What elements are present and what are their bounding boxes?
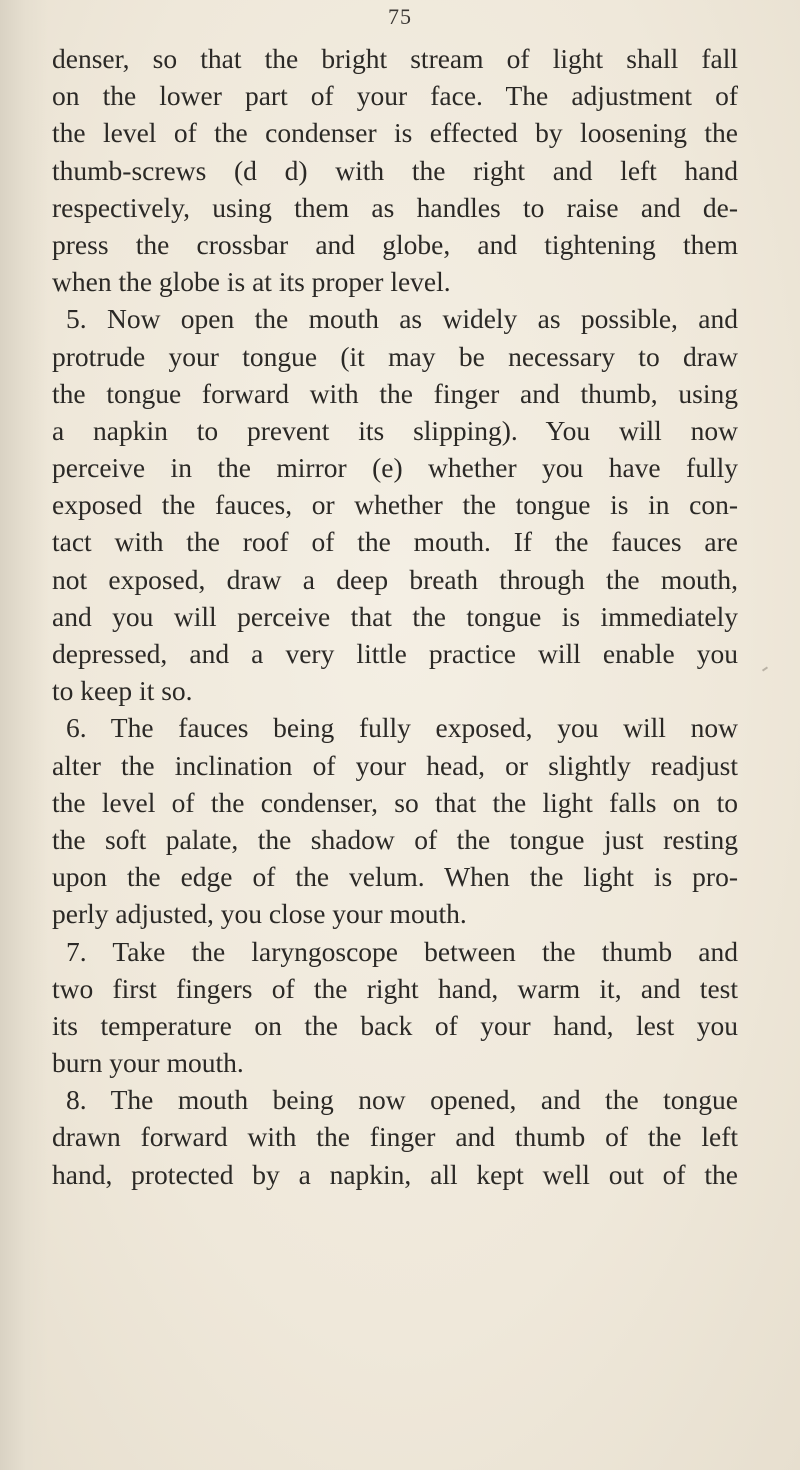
text-line: depressed, and a very little practice will enable you <box>52 638 738 669</box>
text-line: on the lower part of your face. The adjustment of <box>52 80 738 112</box>
text-line: 5. Now open the mouth as widely as possible, and <box>66 303 738 335</box>
text-line: protrude your tongue (it may be necessary to draw <box>52 340 738 372</box>
text-line: press the crossbar and globe, and tightening them <box>52 228 738 260</box>
text-line: 7. Take the laryngoscope between the thumb and <box>66 935 738 967</box>
text-line: tact with the roof of the mouth. If the fauces are <box>52 526 738 558</box>
text-line: when the globe is at its proper level. <box>52 266 451 298</box>
text-line: upon the edge of the velum. When the light is pro- <box>52 861 738 893</box>
text-line: two first fingers of the right hand, warm it, and test <box>52 972 738 1004</box>
text-line: drawn forward with the finger and thumb of the left <box>52 1121 738 1153</box>
binding-gutter-shadow <box>0 0 48 1470</box>
text-line: thumb-screws (d d) with the right and left hand <box>52 154 738 186</box>
text-line: its temperature on the back of your hand, lest you <box>52 1009 738 1041</box>
page-number: 75 <box>388 4 412 29</box>
text-line: respectively, using them as handles to raise and de- <box>52 191 738 223</box>
text-line: to keep it so. <box>52 675 193 707</box>
text-line: hand, protected by a napkin, all kept well out of the <box>52 1158 738 1190</box>
text-line: the tongue forward with the finger and thumb, using <box>52 377 738 409</box>
text-line: 8. The mouth being now opened, and the tongue <box>66 1084 738 1116</box>
text-line: perceive in the mirror (e) whether you have fully <box>52 452 738 484</box>
text-line: a napkin to prevent its slipping). You will now <box>52 414 738 446</box>
text-line: burn your mouth. <box>52 1047 244 1079</box>
text-line: exposed the fauces, or whether the tongue is in con- <box>52 489 738 521</box>
margin-mark <box>762 666 768 671</box>
text-line: 6. The fauces being fully exposed, you will now <box>66 712 738 744</box>
text-line: and you will perceive that the tongue is immediately <box>52 600 738 632</box>
body-text <box>52 40 738 1193</box>
text-line: the level of the condenser is effected by loosening the <box>52 117 738 149</box>
text-line: the soft palate, the shadow of the tongue just resting <box>52 823 738 855</box>
text-line: denser, so that the bright stream of light shall fall <box>52 43 738 74</box>
text-line: not exposed, draw a deep breath through the mouth, <box>52 563 738 595</box>
text-line: the level of the condenser, so that the light falls on to <box>52 786 738 818</box>
text-line: alter the inclination of your head, or slightly readjust <box>52 749 738 781</box>
text-line: perly adjusted, you close your mouth. <box>52 898 467 930</box>
